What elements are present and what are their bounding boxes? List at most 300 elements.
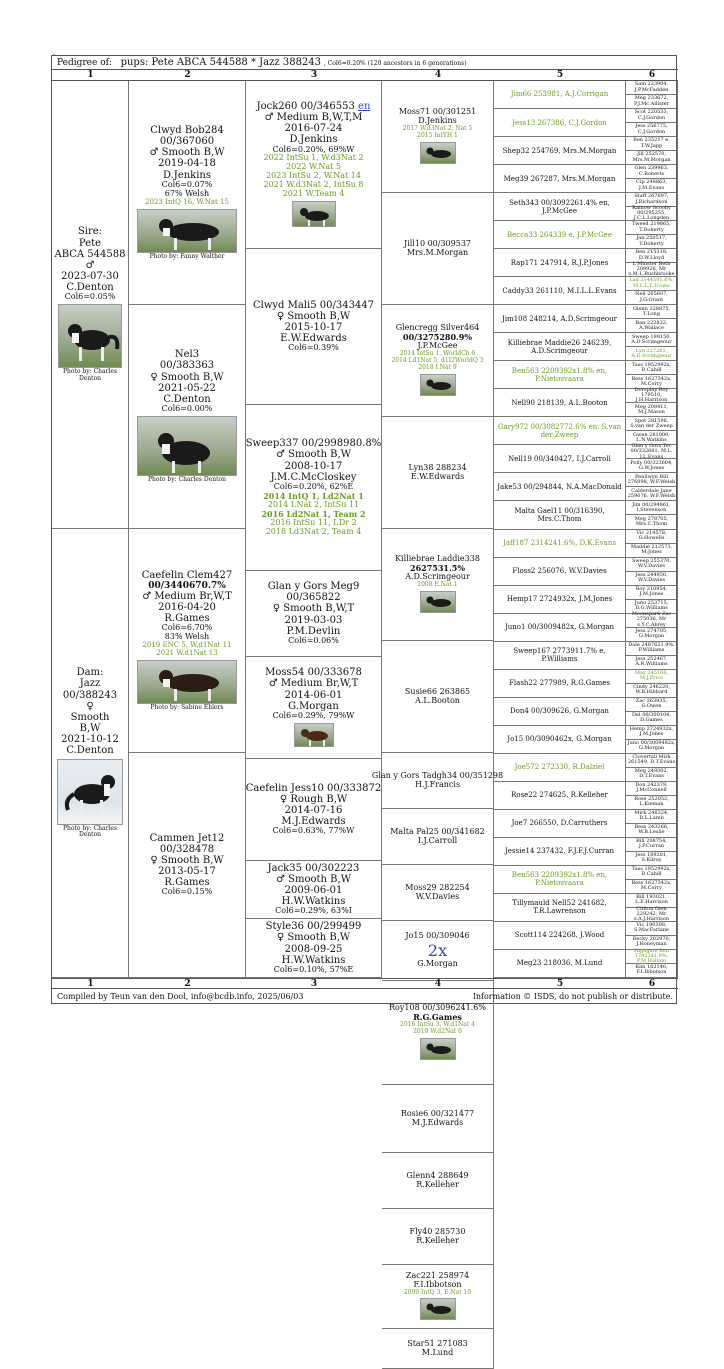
dog-name: Caefelin Clem427 <box>141 569 233 581</box>
dog-name: Jack35 00/302223 <box>267 862 360 874</box>
col-num: 3 <box>310 979 318 989</box>
title-prefix: Pedigree of: <box>57 58 112 68</box>
ancestor-text: Ban 222832, A.Wallace <box>635 319 668 331</box>
dam-name: Jazz <box>79 678 101 690</box>
dog-name: Star51 271083 <box>407 1338 468 1348</box>
ancestor-text: Gwen 281000, L.N.Watkins <box>633 431 670 443</box>
ancestor-text: Juno 253715, D.G.Williams <box>634 599 669 612</box>
sire-breeder: C.Denton <box>66 282 114 294</box>
dog-sex-coat: ♀ Smooth B,W <box>150 371 224 383</box>
col4-j <box>382 921 494 981</box>
col6-ancestor <box>626 866 678 880</box>
dog-titles: 2016 IntSu 11, I.Dr 2 <box>270 517 357 527</box>
dam-coat: Smooth <box>70 711 110 723</box>
col5-ancestor <box>494 614 626 642</box>
style-cell <box>246 919 382 978</box>
dog-col6: Col6=0.39% <box>288 343 339 353</box>
ancestor-text: Meg 208411, M.J.Mason <box>634 403 669 415</box>
col4-i <box>382 865 494 921</box>
ancestor-text: Flash22 277989, R.G.Games <box>509 679 610 688</box>
ancestor-text: Tass 1952992x, D.Cahill <box>631 361 672 373</box>
dog-reg: 00/328478 <box>159 843 215 855</box>
col6-ancestor <box>626 319 678 333</box>
col6-ancestor <box>626 726 678 740</box>
pedigree-page <box>51 55 677 1357</box>
col-num: 5 <box>556 70 564 80</box>
dog-image <box>293 202 337 228</box>
ancestor-text: Bess 243266, W.B.Leslie <box>634 824 669 836</box>
dog-photo <box>420 1298 456 1320</box>
col6-ancestor <box>626 333 678 347</box>
ancestor-text: Scot 220533, C.J.Gordon <box>634 109 669 121</box>
dog-name: Clwyd Mali5 00/343447 <box>252 299 375 311</box>
col5-ancestor <box>494 642 626 670</box>
dog-image <box>59 305 123 369</box>
ancestor-text: Glenn 228875, T.Long <box>632 305 671 317</box>
ancestor-text: Bess 1627342x, M.Corry <box>631 375 672 387</box>
dog-breeder: J.M.C.McCloskey <box>270 471 357 483</box>
col6-ancestor <box>626 445 678 459</box>
photo-credit: Photo by: Fanny Walther <box>149 252 225 260</box>
ancestor-text: Ben563 2209392x1.8% en, P.Nietosvaara <box>511 366 608 383</box>
dog-info: F.I.Ibbotson <box>413 1279 462 1289</box>
dog-photo <box>420 1038 456 1060</box>
dog-name: Jill10 00/309537 <box>403 238 472 248</box>
dog-sex-coat: ♀ Smooth B,W <box>276 310 351 322</box>
ancestor-text: Clifton Gem 229242, Mr s.A.J.Harrison <box>633 905 670 923</box>
nel-cell <box>129 305 246 529</box>
footer-right: Information © ISDS, do not publish or distribute. <box>472 992 673 1001</box>
dog-titles: 2023 IntSu 2, W.Nat 14 <box>266 171 361 181</box>
col5-ancestor <box>494 277 626 305</box>
ancestor-text: Max 245166, M.J.Price <box>634 669 669 682</box>
ancestor-text: Tass 1952992x, D.Cahill <box>631 866 672 878</box>
bob-cell <box>129 81 246 305</box>
dog-breeder: D.Jenkins <box>162 169 212 181</box>
col6-ancestor <box>626 361 678 375</box>
dog-titles: 2022 IntSu 1, W.d3Nat 2 <box>263 153 364 163</box>
ancestor-text: Sweep 198150, A.D.Scrimgeour <box>631 333 672 345</box>
dog-col6: Col6=0.07% <box>161 179 213 189</box>
dog-sex-coat: ♀ Rough B,W <box>279 793 348 805</box>
dog-name: Rosie6 00/321477 <box>400 1108 475 1118</box>
twice-tag: 2x <box>427 941 448 960</box>
dog-info: M.Lund <box>421 1347 454 1357</box>
ancestor-text: Rap171 247914, R.J.P.Jones <box>510 258 609 267</box>
dog-col6: Col6=6.70% <box>161 623 213 633</box>
ancestor-text: Caddy33 261110, M.I.L.L.Evans <box>502 286 617 295</box>
sire-label: Sire: <box>77 226 103 238</box>
ancestor-text: Dorsplay Roy 179510, J.H.Harrison <box>634 386 669 404</box>
col4-a <box>382 81 494 193</box>
ancestor-text: Don 242379, J.McConnell <box>635 782 668 794</box>
dog-breeder: C.Denton <box>163 394 211 405</box>
dam-label: Dam: <box>76 667 104 679</box>
ancestor-text: Meg 249302, D.T.Evans <box>634 768 669 780</box>
dog-titles: 2021 W.Team 4 <box>282 189 345 199</box>
col6-ancestor <box>626 123 678 137</box>
col5-ancestor <box>494 670 626 698</box>
dog-image <box>421 1039 457 1061</box>
ancestor-text: Meg 278705, Mrs.C.Thom <box>634 515 669 527</box>
dog-name: Jo15 00/309046 <box>405 931 470 941</box>
clem-photo <box>137 660 237 704</box>
dog-image <box>58 760 124 826</box>
ancestor-text: Scott114 224268, J.Wood <box>514 931 605 940</box>
dog-name: Glan y Gors Tadgh34 00/351298 <box>371 770 504 780</box>
dog-welsh: 67% Welsh <box>164 188 210 198</box>
dog-dob: 2019-03-03 <box>284 614 343 626</box>
dog-breeder: H.W.Watkins <box>281 954 346 966</box>
ancestor-text: Ben 235217 e, T.W.Japp <box>633 137 670 149</box>
dog-name: Style36 00/299499 <box>265 921 362 933</box>
ancestor-text: Jake53 00/294844, N.A.MacDonald <box>497 482 622 491</box>
col6-ancestor <box>626 221 678 235</box>
dog-sex-coat: ♀ Smooth B,W <box>150 854 224 866</box>
dog-name: Cammen Jet12 <box>149 832 225 844</box>
col6-ancestor <box>626 880 678 894</box>
dog-titles: 2016 IntSu 3, W.d1Nat 4 <box>400 1021 475 1029</box>
col6-ancestor <box>626 740 678 754</box>
ancestor-text: Ben563 2209392x1.8% en, P.Nietosvaara <box>511 871 608 888</box>
col6-ancestor <box>626 109 678 123</box>
dog-titles: 2008 E.Nat 1 <box>417 581 458 589</box>
dog-info: H.J.Francis <box>414 779 461 789</box>
dog-info: G.Morgan <box>417 959 458 968</box>
dog-col6: Col6=0.10%, 57%E <box>273 964 354 974</box>
col-num: 6 <box>648 70 656 80</box>
meg-cell <box>246 571 382 657</box>
dog-titles: 2014 IntSu 1, WorldCh 6 <box>399 350 476 358</box>
col6-ancestor <box>626 754 678 768</box>
col5-ancestor <box>494 389 626 417</box>
col4-d <box>382 417 494 529</box>
dog-welsh: 83% Welsh <box>164 632 210 642</box>
dog-titles: 2014 Ld1Nat 5, d1I2WorldQ 3 <box>391 357 484 365</box>
col-num: 4 <box>434 979 442 989</box>
dog-info: 00/3275280.9% <box>403 332 472 343</box>
ancestor-text: Maddie 212573, M.Jones <box>630 543 673 556</box>
ancestor-text: Sweep 255370, W.V.Davies <box>631 557 672 570</box>
ancestor-text: Jess 244950, W.V.Davies <box>635 571 668 584</box>
dog-sex-coat: ♀ Smooth B,W,T <box>272 603 355 615</box>
dog-breeder: D.Jenkins <box>289 134 338 146</box>
dog-titles: 2019 W.d2Nat 6 <box>413 1027 462 1035</box>
dog-breeder: H.W.Watkins <box>281 896 346 908</box>
ancestor-text: Nell 265607, J.G.Grant <box>635 291 668 303</box>
ancestor-text: Bess 1627342x, M.Corry <box>631 880 672 892</box>
dog-info: Mrs.M.Morgan <box>406 247 469 257</box>
ancestor-text: Vic 190308, S.MacFarlane <box>634 922 669 934</box>
ancestor-text: Meg23 218036, M.Lund <box>516 959 603 968</box>
dog-info: W.V.Davies <box>415 891 460 901</box>
dog-titles: 2015 IntYH 1 <box>417 131 458 139</box>
dog-info: M.J.Edwards <box>411 1117 464 1127</box>
en-link[interactable]: en <box>358 100 371 112</box>
col6-ancestor <box>626 947 678 965</box>
ancestor-text: Glan y Gors Tec 00/332681, M.L. J.L.Evans <box>630 443 673 460</box>
col-num: 2 <box>184 979 191 989</box>
dog-dob: 2009-06-01 <box>284 885 343 897</box>
dog-name: Glan y Gors Meg9 <box>267 581 360 593</box>
dog-dob: 2013-05-17 <box>158 866 216 878</box>
col6-ancestor <box>626 137 678 151</box>
col6-ancestor <box>626 642 678 656</box>
ancestor-text: Zac 263935, G.Owen <box>635 697 668 710</box>
dog-sex-coat: ♀ Smooth B,W <box>276 932 351 944</box>
col6-ancestor <box>626 235 678 249</box>
ancestor-text: Roy 210954, J.M.Jones <box>635 585 668 598</box>
dog-image <box>421 592 457 614</box>
col6-ancestor <box>626 151 678 165</box>
col6-ancestor <box>626 611 678 628</box>
dog-image <box>295 724 335 748</box>
dog-name: Glenn4 288649 <box>406 1170 469 1180</box>
col4-h <box>382 809 494 865</box>
ancestor-text: Seth343 00/3092261.4% en, J.P.McGee <box>509 198 610 215</box>
dog-dob: 2014-07-16 <box>284 805 343 817</box>
ancestor-text: Jim66 253981, A.J.Corrigan <box>510 90 609 99</box>
col6-ancestor <box>626 905 678 923</box>
col6-ancestor <box>626 782 678 796</box>
ancestor-text: Joe572 272330, R.Dalziel <box>514 763 605 772</box>
dog-name: Susie66 263865 <box>404 686 471 696</box>
sire-photo <box>58 304 122 368</box>
dog-titles: 2018 I.Nat 9 <box>418 363 457 371</box>
ancestor-text: Jim 00/294861, I.Stevenson <box>632 501 671 513</box>
dam-photo <box>57 759 123 825</box>
photo-credit: Photo by: Charles Denton <box>147 476 227 484</box>
dog-dob: 2008-10-17 <box>284 460 343 472</box>
dog-dob: 2014-06-01 <box>284 689 343 701</box>
dog-breeder: M.J.Edwards <box>281 816 346 828</box>
sire-dob: 2023-07-30 <box>61 271 119 283</box>
ancestor-text: Floss2 256076, W.V.Davies <box>512 567 607 576</box>
col4-l <box>382 1085 494 1153</box>
col6-ancestor <box>626 628 678 642</box>
dog-col6: Col6=0.06% <box>288 635 339 645</box>
dog-info: J.P.McGee <box>417 341 458 351</box>
clem-cell <box>129 529 246 753</box>
dam-reg: 00/388243 <box>62 689 118 701</box>
dog-col6: Col6=0.00% <box>161 404 213 414</box>
col5-ancestor <box>494 501 626 529</box>
ancestor-text: Don4 00/309626, G.Morgan <box>510 707 609 716</box>
ancestor-text: Rose 252052, L.Kieman <box>634 796 669 808</box>
dog-image <box>421 143 457 165</box>
bob-photo <box>137 209 237 253</box>
dog-name: Moss71 00/301251 <box>398 107 477 117</box>
col6-ancestor <box>626 305 678 319</box>
col6-ancestor <box>626 768 678 782</box>
col6-ancestor <box>626 544 678 558</box>
col5-ancestor <box>494 838 626 866</box>
ancestor-text: Calderdale Jane 259076, W.F.Welsh <box>627 487 676 499</box>
col-num: 1 <box>87 70 94 80</box>
col6-ancestor <box>626 291 678 305</box>
ancestor-text: Highgate Ben 1742241.9%, P.M.Hallam <box>634 947 669 965</box>
dog-breeder: R.Games <box>164 877 210 889</box>
moss-photo <box>294 723 334 747</box>
dog-col6: Col6=0.20%, 62%E <box>273 482 354 492</box>
dog-name: Moss29 282254 <box>405 882 470 892</box>
ancestor-text: Sam 223904, J.P.McFadden <box>634 81 669 93</box>
column-header-bottom <box>52 978 678 989</box>
sire-name: Pete <box>78 237 102 249</box>
col6-ancestor <box>626 204 678 222</box>
dog-name: Jock260 00/346553 <box>256 100 355 112</box>
col6-ancestor <box>626 670 678 684</box>
photo-credit: Photo by: Sabine Ehlers <box>150 703 224 711</box>
col6-ancestor <box>626 473 678 487</box>
jock-cell <box>246 81 382 249</box>
col6-ancestor <box>626 501 678 515</box>
col6-ancestor <box>626 922 678 936</box>
ancestor-text: Dale 2487621.9%, P.Williams <box>628 641 675 654</box>
dam-color: B,W <box>79 723 101 735</box>
dog-titles: 2014 I.Nat 2, IntSu 11 <box>267 499 360 509</box>
col5-ancestor <box>494 754 626 782</box>
dog-sex-coat: ♂ Medium Br,W,T <box>142 590 232 602</box>
photo-credit: Photo by: Charles Denton <box>62 368 118 383</box>
col5-ancestor <box>494 417 626 445</box>
ancestor-text: Tweed 219865, T.Doherty <box>632 221 671 233</box>
ancestor-text: Cindy 246220, W.B.Hibbard <box>633 683 670 696</box>
dog-info: R.Kelleher <box>416 1179 459 1189</box>
sire-cell <box>52 81 129 529</box>
dog-titles: 2009 IntQ 3, E.Nat 10 <box>403 1288 472 1296</box>
dog-titles: 2021 W.d3Nat 2, IntSu 8 <box>263 180 364 190</box>
col4-b <box>382 193 494 305</box>
title-pups: pups: Pete ABCA 544588 * Jazz 388243 <box>120 57 322 68</box>
dog-titles: 2016 Ld2Nat 1, Team 2 <box>261 508 366 519</box>
col4-c <box>382 305 494 417</box>
dog-name: Glencregg Silver464 <box>395 323 480 333</box>
col5-ancestor <box>494 333 626 361</box>
ancestor-text: Jim108 248214, A.D.Scrimgeour <box>502 314 617 323</box>
col6-ancestor <box>626 81 678 95</box>
dog-titles: 2019 ENC 5, W.d1Nat 11 <box>142 641 232 650</box>
dam-cell <box>52 529 129 978</box>
ancestor-text: Shep32 254769, Mrs.M.Morgan <box>502 146 617 155</box>
ancestor-text: Rose22 274625, R.Kelleher <box>511 791 608 800</box>
dam-breeder: C.Denton <box>66 745 114 757</box>
photo-credit: Photo by: Charles Denton <box>62 824 118 839</box>
dog-dob: 2015-10-17 <box>284 322 343 334</box>
dog-photo <box>420 142 456 164</box>
col6-ancestor <box>626 796 678 810</box>
col5-ancestor <box>494 361 626 389</box>
col6-ancestor <box>626 95 678 109</box>
col4-m <box>382 1153 494 1209</box>
column-header-top <box>52 70 678 81</box>
ancestor-text: Nell19 00/340427, I.J.Carroll <box>508 454 611 463</box>
dog-dob: 2021-05-22 <box>158 382 216 394</box>
col6-ancestor <box>626 179 678 193</box>
dog-titles: 2023 IntQ 16, W.Nat 15 <box>145 197 229 206</box>
footer <box>52 990 678 1004</box>
dog-breeder: E.W.Edwards <box>280 333 347 345</box>
ancestor-text: Becky 202970, J.Honeyman <box>632 936 671 948</box>
dog-name: Clwyd Bob284 <box>150 124 224 136</box>
col5-ancestor <box>494 221 626 249</box>
ancestor-text: Jess 189281, S.Kilroy <box>635 852 668 864</box>
ancestor-text: Mirk 248324, D.L.Lamb <box>634 810 669 822</box>
dog-col6: Col6=0.63%, 77%W <box>272 826 355 836</box>
col-num: 6 <box>648 979 656 989</box>
col6-ancestor <box>626 403 678 417</box>
dog-titles: 2017 W.d3Nat 2, Nat 5 <box>402 125 473 133</box>
dog-col6: Col6=0.29%, 79%W <box>272 710 355 720</box>
mali-cell <box>246 249 382 405</box>
col4-g <box>371 753 504 809</box>
ancestor-text: Jess 274705, G.Morgan <box>635 627 668 640</box>
col5-ancestor <box>494 698 626 726</box>
dog-name: Fly40 285730 <box>409 1226 466 1236</box>
ancestor-text: Staff 267697, J.Richardson <box>634 193 669 205</box>
ancestor-text: Hemp17 2724932x, J.M.Jones <box>506 595 613 604</box>
col5-ancestor <box>494 445 626 473</box>
ancestor-text: Bill 193021, L.E.Harrison <box>635 894 668 906</box>
col5-ancestor <box>494 305 626 333</box>
dog-breeder: P.M.Devlin <box>286 625 341 637</box>
dog-reg: 00/383363 <box>159 360 215 372</box>
dog-col6: Col6=0.29%, 63%I <box>275 906 352 916</box>
col6-ancestor <box>626 260 678 278</box>
col6-ancestor <box>626 165 678 179</box>
col6-ancestor <box>626 277 678 291</box>
col6-ancestor <box>626 964 678 978</box>
col6-ancestor <box>626 824 678 838</box>
dog-dob: 2019-04-18 <box>158 158 216 170</box>
col5-ancestor <box>494 866 626 894</box>
dog-info: 2627531.5% <box>410 563 465 574</box>
dog-name: Killiebrae Laddie338 <box>395 554 480 564</box>
col5-ancestor <box>494 473 626 501</box>
col6-ancestor <box>626 515 678 529</box>
dog-image <box>138 210 238 254</box>
col5-ancestor <box>494 922 626 950</box>
col4-p <box>382 1329 494 1369</box>
dog-name: Nel3 <box>174 349 200 361</box>
dog-name: Sweep337 00/2998980.8% <box>245 438 382 450</box>
col6-ancestor <box>626 347 678 361</box>
col5-ancestor <box>494 950 626 978</box>
col6-ancestor <box>626 417 678 431</box>
col5-ancestor <box>494 165 626 193</box>
dog-image <box>421 1299 457 1321</box>
ancestor-text: Rainow Scooby 00/295255, J.C.L.Longden <box>632 204 671 222</box>
ancestor-text: Becca33 264339 e, J.P.McGee <box>507 230 612 239</box>
dog-col6: Col6=0.15% <box>161 887 213 897</box>
dog-sex-coat: ♂ Medium B,W,T,M <box>264 111 363 123</box>
ancestor-text: Del 00/300104, D.Games <box>632 711 671 724</box>
page-title <box>52 56 678 70</box>
dog-photo <box>420 374 456 396</box>
jet-cell <box>129 753 246 978</box>
ancestor-text: Meg39 267287, Mrs.M.Morgan <box>503 174 616 183</box>
dog-info: A.L.Booton <box>415 695 460 705</box>
dog-info: R.G.Games <box>413 1012 462 1023</box>
dog-name: Lyn38 288234 <box>408 462 467 472</box>
dog-titles: 2014 IntQ 1, Ld2Nat 1 <box>263 490 364 501</box>
col6-ancestor <box>626 586 678 600</box>
dog-info: D.Jenkins <box>418 116 457 126</box>
ancestor-text: Lyn 227261, A.D.Scrimgeour <box>631 347 672 359</box>
col-num: 5 <box>556 979 564 989</box>
ancestor-text: Jess 256775, C.J.Gordon <box>635 123 668 135</box>
dog-name: Zac221 258974 <box>405 1270 470 1280</box>
